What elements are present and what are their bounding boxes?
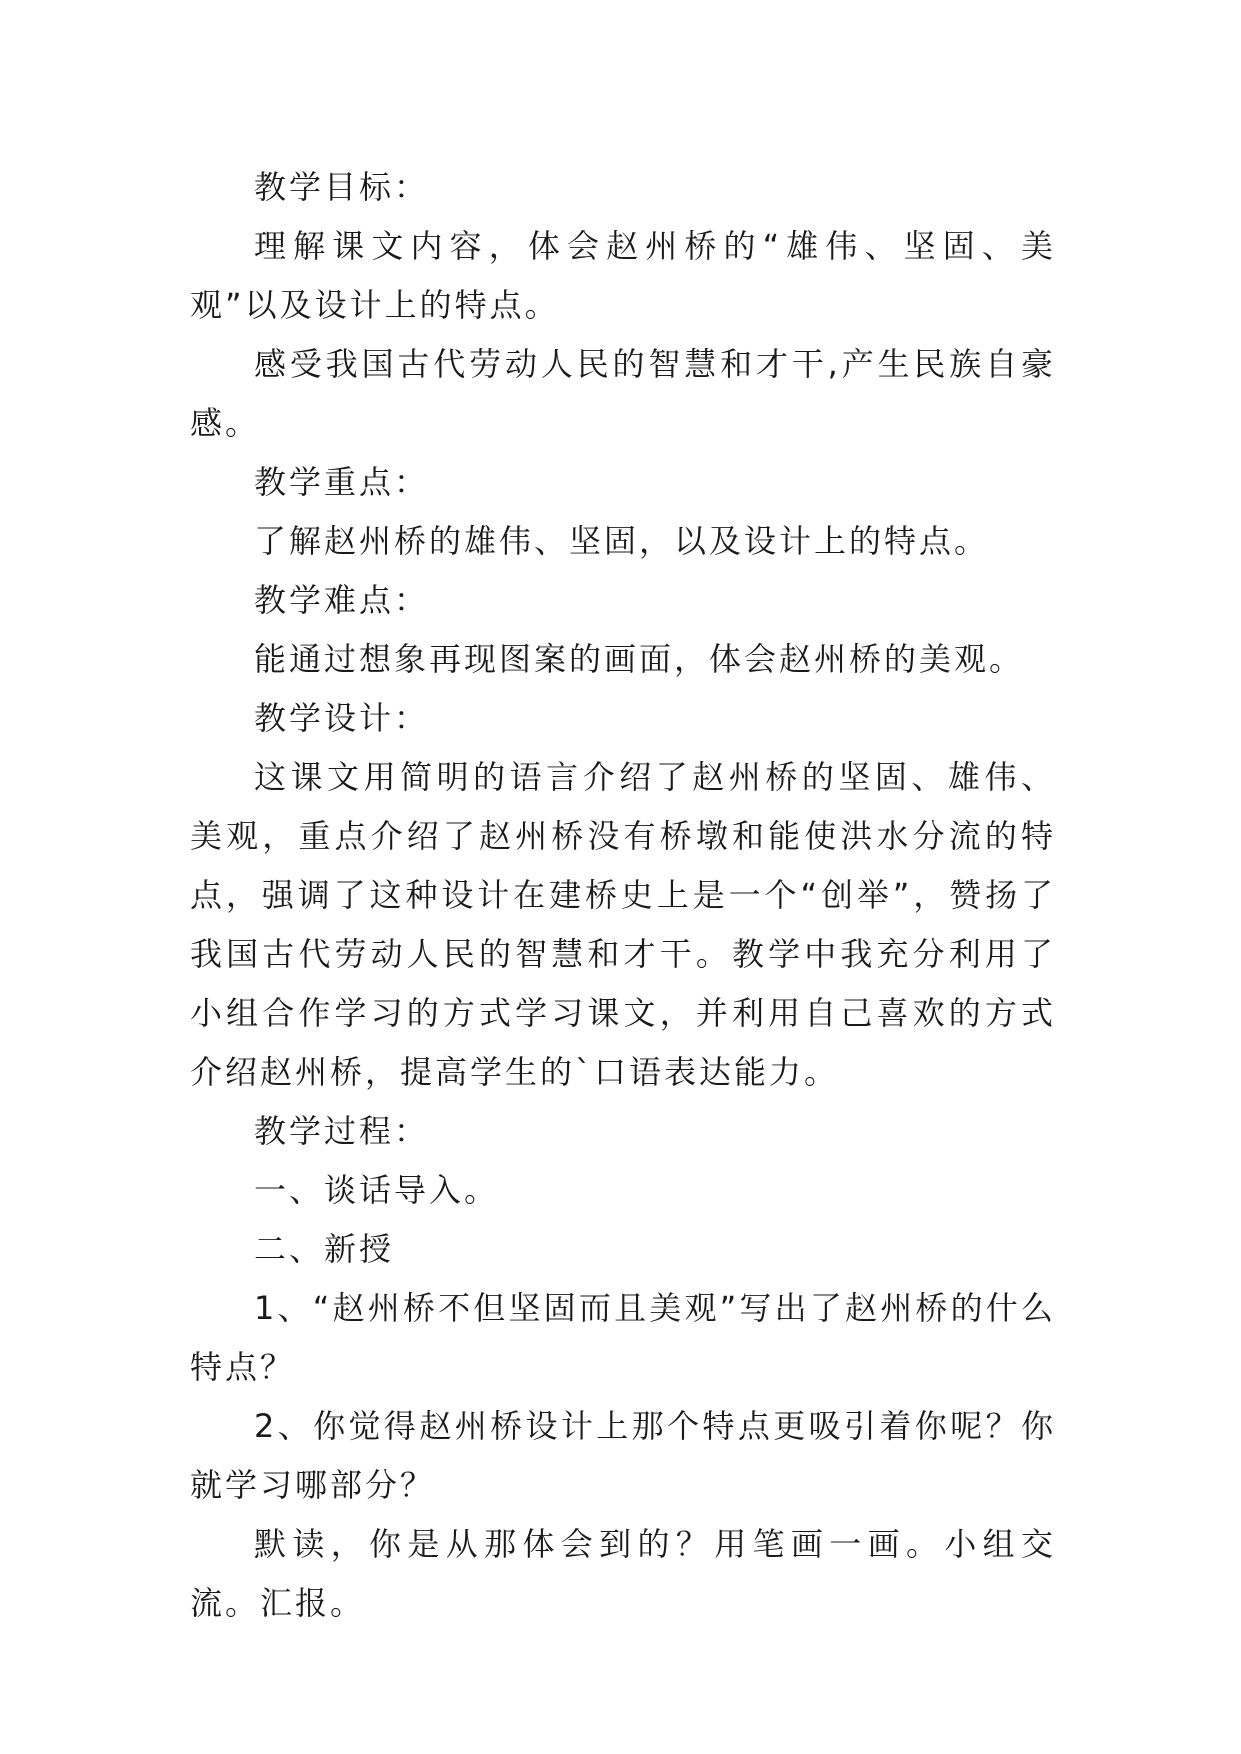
paragraph-step-2: 二、新授 [254,1230,395,1268]
paragraph-step-1: 一、谈话导入。 [254,1171,500,1209]
paragraph-question-2: 2、你觉得赵州桥设计上那个特点更吸引着你呢？你就学习哪部分？ [190,1407,1056,1504]
heading-key-points: 教学重点： [254,463,430,501]
heading-teaching-goals: 教学目标： [254,168,430,206]
document-body [190,158,1056,1633]
paragraph-activity: 默读，你是从那体会到的？用笔画一画。小组交流。汇报。 [190,1525,1056,1622]
paragraph-difficulty: 能通过想象再现图案的画面，体会赵州桥的美观。 [254,640,1025,678]
paragraph-design: 这课文用简明的语言介绍了赵州桥的坚固、雄伟、美观，重点介绍了赵州桥没有桥墩和能使洪水分流的特点，强调了这种设计在建桥史上是一个“创举”，赞扬了我国古代劳动人民的智慧和才干。教学中我充分利用了小组合作学习的方式学习课文，并利用自己喜欢的方式介绍赵州桥，提高学生的`口语表达能力。 [190,758,1056,1091]
paragraph-key-point: 了解赵州桥的雄伟、坚固，以及设计上的特点。 [254,522,990,560]
paragraph-goal-1: 理解课文内容，体会赵州桥的“雄伟、坚固、美观”以及设计上的特点。 [190,227,1056,324]
paragraph-goal-2: 感受我国古代劳动人民的智慧和才干,产生民族自豪感。 [190,345,1056,442]
heading-difficulties: 教学难点： [254,581,430,619]
heading-teaching-design: 教学设计： [254,699,430,737]
paragraph-question-1: 1、“赵州桥不但坚固而且美观”写出了赵州桥的什么特点？ [190,1289,1056,1386]
heading-teaching-process: 教学过程： [254,1112,430,1150]
